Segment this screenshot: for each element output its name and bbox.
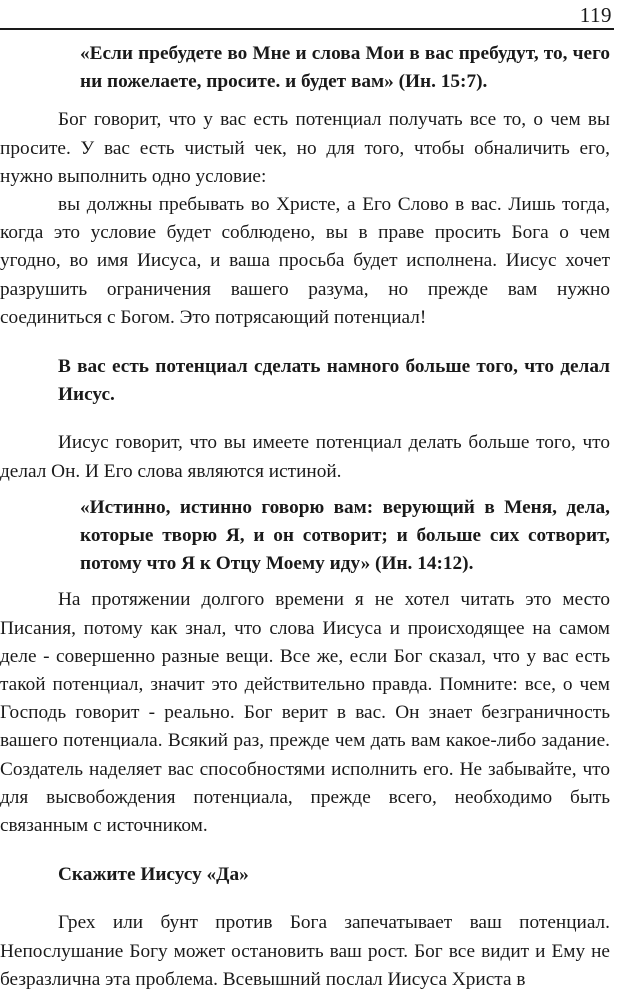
- paragraph: Иисус говорит, что вы имеете потенциал делать больше того, что делал Он. И Его слова являются истиной.: [0, 432, 610, 482]
- scripture-quote: «Если пребудете во Мне и слова Мои в вас пребудут, то, чего ни пожелаете, просите. и будет вам» (Ин. 15:7).: [80, 43, 610, 93]
- paragraph: На протяжении долгого времени я не хотел читать это место Писания, потому как знал, что слова Иисуса и происходящее на самом деле - совершенно разные вещи. Все же, если Бог сказал, что у вас есть такой потенциал, значит это действительно правда. Помните: все, о чем Господь говорит - реально. Бог верит в вас. Он знает безграничность вашего потенциала. Всякий раз, прежде чем дать вам какое-либо задание. Создатель наделяет вас способностями исполнить его. Не забывайте, что для высвобождения потенциала, прежде всего, необходимо быть связанным с источником.: [0, 589, 610, 837]
- paragraph: Грех или бунт против Бога запечатывает ваш потенциал. Непослушание Богу может остановить ваш рост. Бог все видит и Ему не безразлична эта проблема. Всевышний послал Иисуса Христа в: [0, 912, 610, 990]
- section-heading: Скажите Иисусу «Да»: [58, 864, 249, 886]
- header-rule: [0, 28, 614, 30]
- page-number: 119: [579, 3, 612, 27]
- page-header: [0, 0, 620, 30]
- paragraph: Бог говорит, что у вас есть потенциал получать все то, о чем вы просите. У вас есть чистый чек, но для того, чтобы обналичить его, нужно выполнить одно условие:: [0, 109, 610, 187]
- section-heading: В вас есть потенциал сделать намного больше того, что делал Иисус.: [58, 356, 610, 406]
- page-text: [0, 40, 610, 994]
- scripture-quote: «Истинно, истинно говорю вам: верующий в Меня, дела, которые творю Я, и он сотворит; и больше сих сотворит, потому что Я к Отцу Моему иду» (Ин. 14:12).: [80, 496, 610, 575]
- paragraph: вы должны пребывать во Христе, а Его Слово в вас. Лишь тогда, когда это условие будет соблюдено, вы в праве просить Бога о чем угодно, во имя Иисуса, и ваша просьба будет исполнена. Иисус хочет разрушить ограничения вашего разума, но прежде вам нужно соединиться с Богом. Это потрясающий потенциал!: [0, 194, 610, 328]
